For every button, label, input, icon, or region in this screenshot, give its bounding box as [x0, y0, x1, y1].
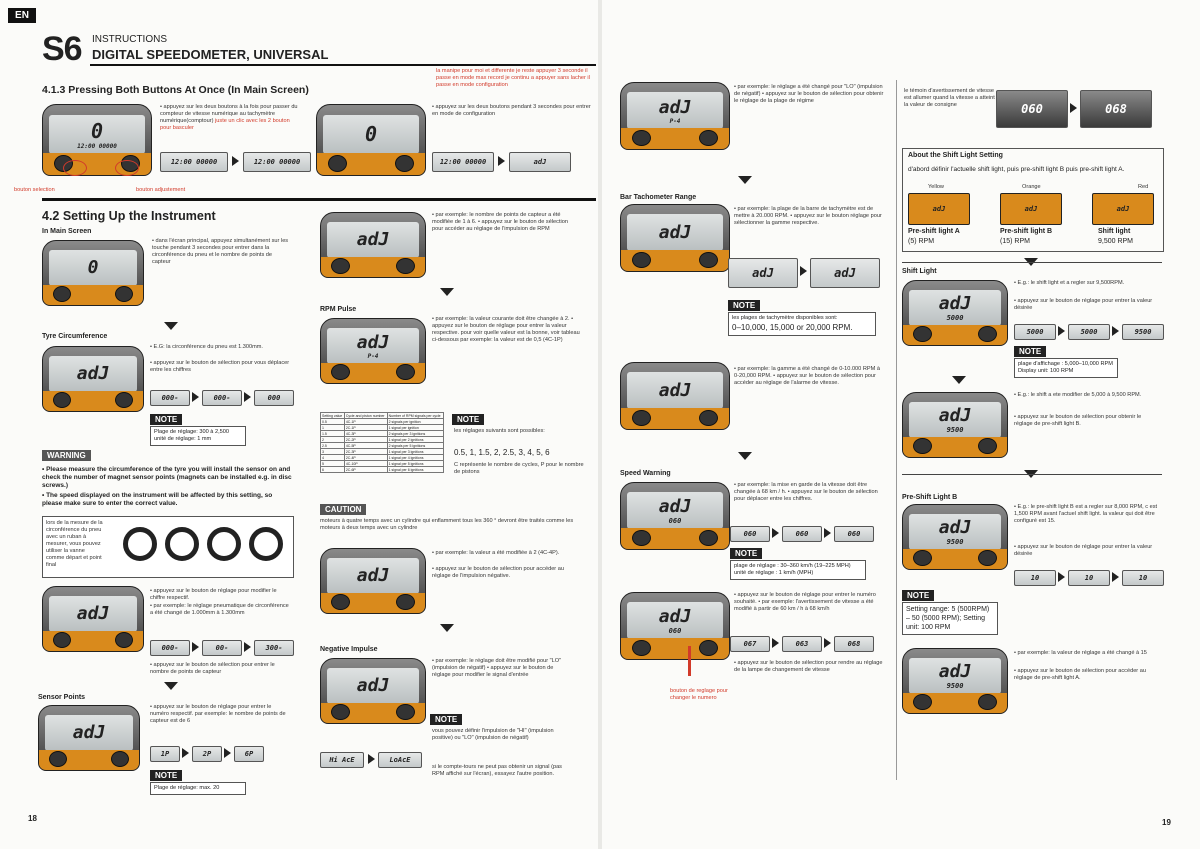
psa-rpm: (5) RPM [908, 238, 935, 245]
table-cell: 4 [321, 455, 345, 461]
section-rule [42, 198, 596, 201]
table-cell: 2C-4P [344, 455, 387, 461]
table-head: Number of RPM signals per cycle [387, 413, 443, 419]
arrow-icon [1070, 103, 1077, 113]
adj-text: • appuyez sur le bouton de réglage pour entrer le numéro souhaité. • par exemple: l'avertissement de vitesse a été modifié à partir de 60 km / h à 68 km/h [734, 592, 876, 612]
psb-note-label: NOTE [902, 590, 934, 601]
speed-mini-1: 060 [730, 526, 770, 542]
shift-setting-title: About the Shift Light Setting [908, 152, 1003, 159]
neg-title: Negative Impulse [320, 646, 378, 653]
sl-note-label: NOTE [1014, 346, 1046, 357]
shift-mini-orange: adJ [1000, 193, 1062, 225]
neg-text: • par exemple: le réglage doit être modifié pour "LO" (impulsion de négatif) • appuyez sur le bouton de réglage pour modifier le signal d'entrée [432, 658, 562, 678]
arrow-icon [824, 638, 831, 648]
arrow-icon [1058, 572, 1065, 582]
table-cell: 6 [321, 467, 345, 473]
table-cell: 1 signal per 4 ignitions [387, 455, 443, 461]
column-divider [896, 80, 897, 780]
table-cell: 2 [321, 437, 345, 443]
table-cell: 3 [321, 449, 345, 455]
warn-text: le témoin d'avertissement de vitesse est allumer quand la vitesse a atteint la valeur de consigne [904, 88, 995, 108]
label-adjust: bouton adjustement [136, 187, 186, 193]
table-cell: 1 signal per 3 ignitions [387, 449, 443, 455]
arrow-icon [224, 748, 231, 758]
psb-title: Pre-Shift Light B [902, 494, 958, 501]
down-arrow-icon [440, 624, 454, 632]
psb-mini-2: 10 [1068, 570, 1110, 586]
speedometer-main: 0 12:00 00000 [42, 104, 152, 176]
final-t2: • appuyez sur le bouton de sélection pour accéder au réglage de pre-shift light A. [1014, 668, 1146, 681]
sl-eg: • E.g.: le shift light et a regler sur 9,500RPM. [1014, 280, 1125, 286]
page-number-right: 19 [1162, 818, 1171, 827]
arrow-icon [824, 528, 831, 538]
neg-note2: si le compte-tours ne peut pas obtenir un signal (pas RPM affiché sur l'écran), essayez l'autre position. [432, 764, 562, 777]
down-arrow-icon [164, 682, 178, 690]
sec413-title: 4.1.3 Pressing Both Buttons At Once (In Main Screen) [42, 84, 309, 96]
arrow-icon [232, 156, 239, 166]
down-arrow-icon [952, 376, 966, 384]
bar-note-text: les plages de tachymètre disponibles sont: [732, 315, 838, 321]
table-cell: 1.5 [321, 431, 345, 437]
row-rule [902, 262, 1162, 263]
tyre-adjust-t1: • appuyez sur le bouton de réglage pour modifier le chiffre respectif. [150, 588, 277, 601]
label-selection: bouton selection [14, 187, 55, 193]
tyre-adjust-mini-1: 000- [150, 640, 190, 656]
tyre-adjust-t2: • par exemple: le réglage pneumatique de circonférence a été changé de 1.000mm à 1.300mm [150, 603, 289, 616]
table-cell: 5 [321, 461, 345, 467]
psb-note: Setting range: 5 (500RPM) – 50 (5000 RPM); Setting unit: 100 RPM [902, 602, 998, 635]
tyre-adjust-mini-2: 00- [202, 640, 242, 656]
table-cell: 2C-6P [344, 467, 387, 473]
sec413-text2: • appuyez sur les deux boutons pendant 3 secondes pour entrer en mode de configuration [432, 104, 591, 117]
rpm-setting-table [320, 412, 444, 473]
table-cell: 1 [321, 425, 345, 431]
psb-mini-3: 10 [1122, 570, 1164, 586]
sec42-in-main: In Main Screen [42, 228, 92, 235]
speed-mini2-1: 067 [730, 636, 770, 652]
adjust-button-marker [115, 160, 139, 176]
red-adjust-label: bouton de reglage pour changer le numero [670, 688, 728, 701]
neg-t2: • appuyez sur le bouton de sélection pour accéder au réglage de l'impulsion négative. [432, 566, 564, 579]
sl-note: plage d'affichage : 5,000–10,000 RPM Display unit: 100 RPM [1014, 358, 1118, 378]
rpm-note-label: NOTE [452, 414, 484, 425]
header-kicker: INSTRUCTIONS [92, 34, 167, 45]
sensor-mini-3: 6P [234, 746, 264, 762]
psb-eg: • E.g.: le pre-shift light B est a regler sur 8,000 RPM, c est 1,500 RPM avant l'actuel shift light. la valeur qui doit être configuré est 15. [1014, 504, 1158, 524]
speedometer-main-2: 0 [42, 240, 144, 306]
tyre-text: • appuyez sur le bouton de sélection pour vous déplacer entre les chiffres [150, 360, 290, 373]
color-yellow: Yellow [928, 184, 944, 190]
neg-note: vous pouvez définir l'impulsion de "HI" (impulsion positive) ou "LO" (impulsion de négatif) [432, 728, 554, 741]
arrow-icon [182, 748, 189, 758]
psb-lcd-2: adJ 9500 [902, 648, 1008, 714]
neg-note-label: NOTE [430, 714, 462, 725]
sl-label: Shift light [1098, 228, 1131, 235]
bar-mini-2: adJ [810, 258, 880, 288]
sec413-mini-c: 12:00 00000 [432, 152, 494, 172]
down-arrow-icon [164, 322, 178, 330]
rpm-note-title: les réglages suivants sont possibles: [454, 428, 545, 434]
sl-lcd: adJ 5000 [902, 280, 1008, 346]
speedometer-config: 0 [316, 104, 426, 176]
sec42-text: • dans l'écran principal, appuyez simultanément sur les touche pendant 3 secondes pour entrer dans la circonférence du pneu et le nombre de points de capteur [152, 238, 289, 265]
psb-lcd: adJ 9500 [902, 504, 1008, 570]
speed-mini2-2: 063 [782, 636, 822, 652]
tyre-adjust-t3: • appuyez sur le bouton de sélection pour entrer le nombre de points de capteur [150, 662, 275, 675]
wheel-icon [207, 527, 241, 561]
psb-rpm: (15) RPM [1000, 238, 1030, 245]
table-cell: 4C-3P [344, 431, 387, 437]
arrow-icon [1058, 326, 1065, 336]
sl-rpm: 9,500 RPM [1098, 238, 1134, 245]
caution-text: moteurs à quatre temps avec un cylindre qui enflamment tous les 360 ° devront être traités comme les moteurs à deux temps avec un cylindre [320, 518, 574, 531]
c1-top-text: • par exemple: le réglage a été changé pour "LO" (impulsion de négatif) • appuyez sur le bouton de sélection pour obtenir le réglage de la plage de régime [734, 84, 884, 104]
sel-text: • appuyez sur le bouton de sélection pour rendre au réglage de la lampe de changement de vitesse [734, 660, 883, 673]
sl-t2: • appuyez sur le bouton de réglage pour entrer la valeur désirée [1014, 298, 1153, 311]
sensor-mini-2: 2P [192, 746, 222, 762]
sensor-note: Plage de réglage: max. 20 [150, 782, 246, 795]
rpm-title: RPM Pulse [320, 306, 357, 313]
arrow-icon [1112, 572, 1119, 582]
arrow-icon [498, 156, 505, 166]
bar-text: • par exemple: la plage de la barre de tachymètre est de mettre à 20.000 RPM. • appuyez sur le bouton réglage pour sélectionner la gamme respective. [734, 206, 882, 226]
sec413-mini-b: 12:00 00000 [243, 152, 311, 172]
table-cell: 2C-1P [344, 425, 387, 431]
tyre-mini-1: 000- [150, 390, 190, 406]
warning-label: WARNING [42, 450, 91, 461]
tyre-adjust-lcd: adJ [42, 586, 144, 652]
tyre-lcd: adJ [42, 346, 144, 412]
table-cell: 2C-2P [344, 437, 387, 443]
sec42-title: 4.2 Setting Up the Instrument [42, 209, 216, 223]
warn-mini-1: 060 [996, 90, 1068, 128]
speed-title: Speed Warning [620, 470, 671, 477]
neg-mini-1: Hi AcE [320, 752, 364, 768]
table-cell: 4C-10P [344, 461, 387, 467]
neg-mini-2: LoAcE [378, 752, 422, 768]
sec413-mini-a: 12:00 00000 [160, 152, 228, 172]
arrow-icon [244, 392, 251, 402]
tyre-eg: • E.G: la circonférence du pneu est 1.300mm. [150, 344, 263, 350]
sl-mini-1: 5000 [1014, 324, 1056, 340]
speed-mini-3: 060 [834, 526, 874, 542]
sec413-red-note: la manipe pour moi et differente je reste appuyer 3 seconde il passe en mode max record je continu a appuyer sans lacher il passe en mode configuration [436, 68, 590, 88]
bar-note-label: NOTE [728, 300, 760, 311]
psa-label: Pre-shift light A [908, 228, 960, 235]
right-page [602, 0, 1200, 849]
psb-label: Pre-shift light B [1000, 228, 1053, 235]
range-text: • par exemple: la gamme a été changé de 0-10.000 RPM à 0-20,000 RPM. • appuyez sur le bouton de sélection pour accéder au réglage de l'alarme de vitesse. [734, 366, 880, 386]
shift-mini-red: adJ [1092, 193, 1154, 225]
row-rule [902, 474, 1162, 475]
psb-t2: • appuyez sur le bouton de réglage pour entrer la valeur désirée [1014, 544, 1153, 557]
shift-setting-text: d'abord définir l'actuelle shift light, puis pre-shift light B puis pre-shift light A. [908, 166, 1125, 173]
tyre-mini-2: 000- [202, 390, 242, 406]
bar-note [728, 312, 876, 336]
sl-eg2: • E.g.: le shift a ete modifier de 5,000 à 9,500 RPM. [1014, 392, 1142, 398]
warning-box-text: lors de la mesure de la circonférence du pneu avec un ruban à mesurer, vous pouvez utiliser la vanne comme départ et point final [46, 520, 103, 568]
color-red: Red [1138, 184, 1149, 190]
sensor-text: • appuyez sur le bouton de réglage pour entrer le numéro respectif. par exemple: le nombre de points de capteur est de 6 [150, 704, 286, 724]
rpm-lcd: adJ P-4 [320, 318, 426, 384]
table-cell: 1 signal per 5 ignitions [387, 461, 443, 467]
speed-text: • par exemple: la mise en garde de la vitesse doit être changée à 68 km / h. • appuyez sur le bouton de sélection pour déplacer entre les chiffres. [734, 482, 878, 502]
table-cell: 1 signal per 6 ignitions [387, 467, 443, 473]
speed-mini-2: 060 [782, 526, 822, 542]
tyre-adjust-mini-3: 300- [254, 640, 294, 656]
down-arrow-icon [738, 176, 752, 184]
sensor-title: Sensor Points [38, 694, 86, 701]
speed-lcd-2: adJ 060 [620, 592, 730, 660]
header-title: DIGITAL SPEEDOMETER, UNIVERSAL [92, 47, 329, 62]
down-arrow-icon [440, 288, 454, 296]
arrow-icon [244, 642, 251, 652]
sl-mini-3: 9500 [1122, 324, 1164, 340]
table-cell: 2C-3P [344, 449, 387, 455]
selection-button-marker [63, 160, 87, 176]
sensor-lcd: adJ [38, 705, 140, 771]
table-cell: 4C-1P [344, 419, 387, 425]
wheel-icon [123, 527, 157, 561]
rpm-note-values: 0.5, 1, 1.5, 2, 2.5, 3, 4, 5, 6 [454, 448, 550, 457]
table-cell: 2 signals per ignition [387, 419, 443, 425]
sensor-mini-1: 1P [150, 746, 180, 762]
arrow-icon [800, 266, 807, 276]
neg-lcd-2: adJ [320, 658, 426, 724]
table-head: Setting value [321, 413, 345, 419]
bar-lcd: adJ [620, 204, 730, 272]
final-t1: • par exemple: la valeur de réglage a été changé à 15 [1014, 650, 1147, 656]
sec413-text1: • appuyez sur les deux boutons à la fois pour passer du compteur de vitesse numérique au tachymètre numérique(comptour) juste un clic avec les 2 bouton pour basculer [160, 104, 298, 131]
left-page [0, 0, 598, 849]
warning-l1: • Please measure the circumference of the tyre you will install the sensor on and check the number of magnet sensor points (magnets can be installed e.g. in disc screws.) [42, 466, 292, 489]
neg-t1: • par exemple: la valeur a été modifiée à 2 (4C-4P). [432, 550, 560, 556]
table-cell: 0.5 [321, 419, 345, 425]
speed-note: plage de réglage : 30–360 km/h (19–225 MPH) unité de réglage : 1 km/h (MPH) [730, 560, 866, 580]
pulse-lcd: adJ [320, 212, 426, 278]
arrow-icon [772, 638, 779, 648]
bar-title: Bar Tachometer Range [620, 194, 697, 201]
sl-lcd-2: adJ 9500 [902, 392, 1008, 458]
table-cell: 4C-5P [344, 443, 387, 449]
warn-mini-2: 068 [1080, 90, 1152, 128]
model-badge: S6 [42, 30, 82, 68]
table-cell: 1 signal per ignition [387, 425, 443, 431]
tyre-note: Plage de réglage: 300 à 2,500 unité de réglage: 1 mm [150, 426, 246, 446]
arrow-icon [772, 528, 779, 538]
wheel-icon [165, 527, 199, 561]
pulse-text: • par exemple: le nombre de points de capteur a été modifiée de 1 à 6. • appuyez sur le bouton de sélection pour accéder au réglage de l'impulsion de RPM [432, 212, 568, 232]
sl-t3: • appuyez sur le bouton de sélection pour obtenir le réglage de pre-shift light B. [1014, 414, 1142, 427]
range-lcd-2: adJ [620, 362, 730, 430]
tyre-mini-3: 000 [254, 390, 294, 406]
page-number-left: 18 [28, 814, 37, 823]
speed-note-label: NOTE [730, 548, 762, 559]
warning-l2: • The speed displayed on the instrument will be affected by this setting, so please make sure to enter the correct value. [42, 492, 273, 507]
lang-tag: EN [8, 8, 36, 23]
color-orange: Orange [1022, 184, 1041, 190]
caution-label: CAUTION [320, 504, 366, 515]
shift-mini-yellow: adJ [908, 193, 970, 225]
wheel-icon [249, 527, 283, 561]
arrow-icon [192, 392, 199, 402]
sensor-note-label: NOTE [150, 770, 182, 781]
sec413-mini-d: adJ [509, 152, 571, 172]
speed-mini2-3: 068 [834, 636, 874, 652]
header-rule [90, 64, 596, 66]
arrow-icon [1112, 326, 1119, 336]
table-cell: 2 signals per 3 ignitions [387, 431, 443, 437]
sl-mini-2: 5000 [1068, 324, 1110, 340]
sl-title: Shift Light [902, 268, 937, 275]
rpm-text: • par exemple: la valeur courante doit être changée à 2. • appuyez sur le bouton de réglage pour entrer la valeur respective. pour voir quelle valeur est la bonne, voir tableau ci-dessous par exemple: la valeur est de 0,5 (4C-1P) [432, 316, 580, 343]
bar-mini-1: adJ [728, 258, 798, 288]
speed-lcd-1: adJ 060 [620, 482, 730, 550]
table-cell: 2.5 [321, 443, 345, 449]
table-cell: 2 signals per 5 ignitions [387, 443, 443, 449]
bar-note-values: 0–10,000, 15,000 or 20,000 RPM. [732, 323, 853, 332]
range-lcd-1: adJ P-4 [620, 82, 730, 150]
neg-lcd-1: adJ [320, 548, 426, 614]
tyre-note-label: NOTE [150, 414, 182, 425]
down-arrow-icon [738, 452, 752, 460]
adjust-button-marker [688, 646, 691, 676]
arrow-icon [192, 642, 199, 652]
rpm-note-desc: C représente le nombre de cycles, P pour le nombre de pistons [454, 462, 584, 475]
tyre-measure-box [42, 516, 294, 578]
tyre-title: Tyre Circumference [42, 333, 108, 340]
table-cell: 1 signal per 2 ignitions [387, 437, 443, 443]
arrow-icon [368, 754, 375, 764]
psb-mini-1: 10 [1014, 570, 1056, 586]
table-head: Cycle and piston number [344, 413, 387, 419]
